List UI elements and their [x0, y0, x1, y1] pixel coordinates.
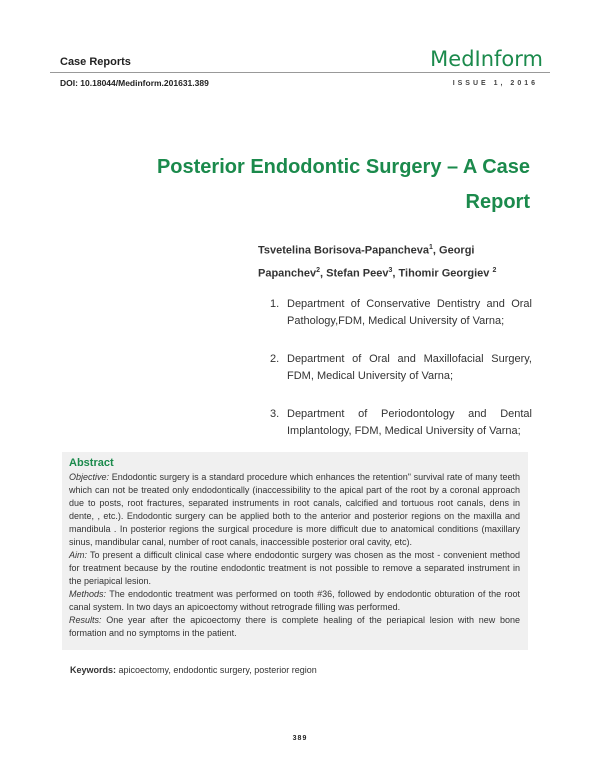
keywords-label: Keywords:	[70, 665, 117, 675]
author: Georgi Papanchev	[258, 244, 475, 280]
header-divider	[50, 72, 550, 73]
affiliation-number: 1.	[270, 298, 280, 310]
author-sup: 1	[428, 244, 433, 251]
affiliation-text: Department of Conservative Dentistry and Oral Pathology,FDM, Medical University of Varna;	[287, 298, 532, 327]
author-sup: 2	[316, 266, 320, 274]
affiliation-text: Department of Periodontology and Dental Implantology, FDM, Medical University of Varna;	[287, 408, 532, 437]
affiliation-number: 2.	[270, 353, 280, 365]
affiliation	[270, 296, 532, 330]
text: Endodontic surgery is a standard procedure which enhances the retention" survival rate of many teeth which can not be treated only endodontically (inaccessibility to the apical part of the root by a coronal approach due to posts, root fractures, separated instruments in root canals, calcified and tortuous root canals, dens in dente, , etc.). Endodontic surgery can be applied both to the anterior and posterior regions on the maxilla and mandibula . In posterior regions the surgical procedure is more difficult due to anatomical conditions (maxillary sinus, mandibular canal, number of root canals, inaccessible posterior oral cavity, etc).	[69, 472, 520, 547]
abstract-aim	[69, 549, 520, 588]
affiliation-text: Department of Oral and Maxillofacial Surgery, FDM, Medical University of Varna;	[287, 353, 532, 382]
label: Objective:	[69, 472, 110, 482]
text: The endodontic treatment was performed on tooth #36, followed by endodontic obturation of the root canal system. In two days an apicoectomy without retrograde filling was performed.	[69, 589, 520, 612]
author: Stefan Peev	[326, 267, 389, 280]
label: Results:	[69, 615, 102, 625]
affiliation	[270, 406, 532, 440]
label: Methods:	[69, 589, 107, 599]
abstract-box	[62, 452, 528, 650]
author-list: Tsvetelina Borisova-Papancheva$^1$, Georgi Papanchev$^2$, Stefan Peev$^3$, Tihomir Georgiev $^2$	[258, 244, 497, 280]
keywords	[70, 665, 317, 675]
author-sup: 2	[492, 266, 497, 274]
author: Tihomir Georgiev	[398, 267, 490, 280]
page-number: 389	[292, 735, 308, 742]
abstract-heading: Abstract	[69, 457, 114, 469]
section-label: Case Reports	[60, 56, 131, 68]
affiliation	[270, 351, 532, 385]
text: One year after the apicoectomy there is complete healing of the periapical lesion with new bone formation and no symptoms in the patient.	[69, 615, 520, 638]
issue-label: ISSUE 1, 2016	[452, 80, 538, 87]
text: To present a difficult clinical case where endodontic surgery was chosen as the most - convenient method for treatment because by the routine endodontic treatment is not possible to remove a separated instrument in the periapical lesion.	[69, 550, 520, 586]
journal-logo: MedInform	[430, 47, 543, 71]
abstract-results	[69, 614, 520, 640]
doi: DOI: 10.18044/Medinform.201631.389	[60, 78, 209, 88]
paper-title: Posterior Endodontic Surgery – A Case Report	[156, 156, 530, 213]
author: Tsvetelina Borisova-Papancheva	[258, 244, 429, 257]
label: Aim:	[69, 550, 87, 560]
keywords-text: apicoectomy, endodontic surgery, posterior region	[116, 665, 317, 675]
abstract-objective	[69, 471, 520, 549]
abstract-methods	[69, 588, 520, 614]
affiliation-number: 3.	[270, 408, 280, 420]
author-sup: 3	[388, 266, 393, 274]
